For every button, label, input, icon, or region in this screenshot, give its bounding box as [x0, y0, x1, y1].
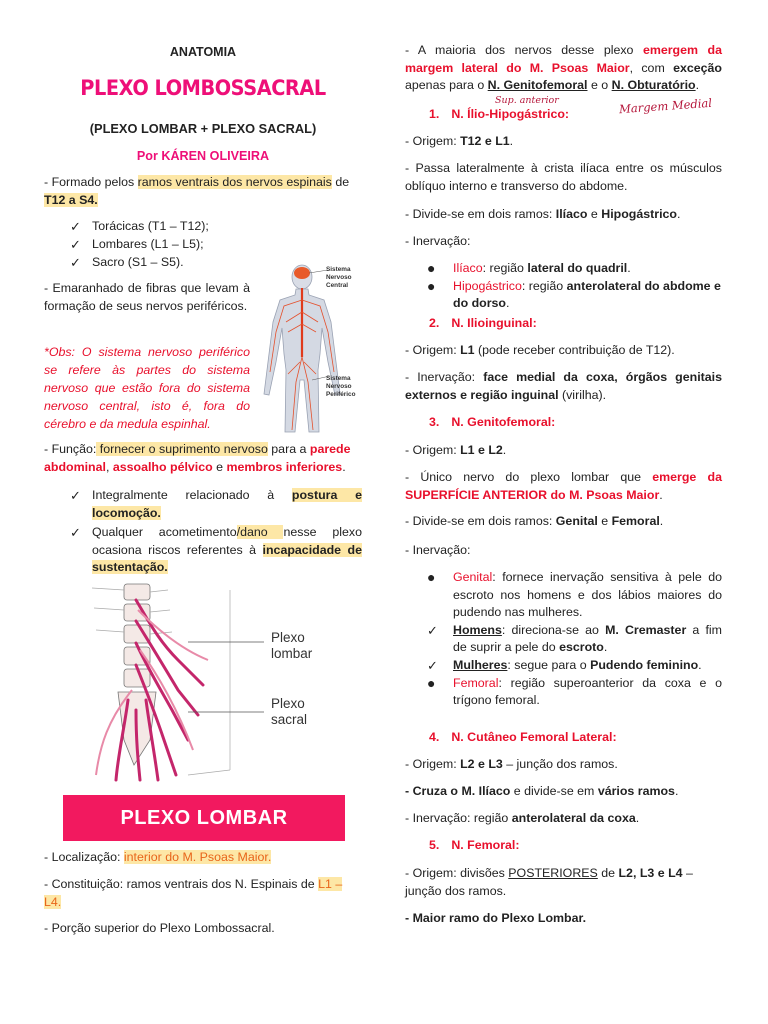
- bullet-icon: ●: [427, 260, 436, 276]
- list-item: ● Genital: fornece inervação sensitiva à pele do escroto nos homens e dos lábios maiores do pudendo nas mulheres.: [427, 569, 722, 620]
- plexo-lombar-banner: PLEXO LOMBAR: [63, 795, 345, 841]
- section-4-heading: 4. N. Cutâneo Femoral Lateral:: [429, 730, 617, 744]
- n4-innervation: - Inervação: região anterolateral da coxa.: [405, 811, 640, 825]
- list-item: ● Hipogástrico: região anterolateral do abdome e do dorso.: [427, 277, 721, 311]
- tangle-paragraph: - Emaranhado de fibras que levam à formação de seus nervos periféricos.: [44, 281, 250, 313]
- formed-range: T12 a S4.: [44, 192, 98, 207]
- list-item: ✓ Sacro (S1 – S5).: [70, 254, 260, 272]
- section-5-heading: 5. N. Femoral:: [429, 838, 520, 852]
- label-plexo-sacral: Plexo sacral: [271, 696, 308, 727]
- check-icon: ✓: [427, 622, 438, 638]
- subject-label: ANATOMIA: [169, 45, 237, 59]
- bullet-icon: ●: [427, 277, 436, 294]
- n1-innervation-label: - Inervação:: [405, 234, 471, 248]
- check-icon: ✓: [70, 525, 81, 541]
- n3-innervation-label: - Inervação:: [405, 543, 471, 557]
- n1-innervation-list: [427, 260, 722, 313]
- page-subtitle: (PLEXO LOMBAR + PLEXO SACRAL): [89, 121, 317, 136]
- lumbosacral-plexus-illustration: [88, 580, 318, 785]
- list-item: ● Femoral: região superoanterior da coxa e o trígono femoral.: [427, 674, 722, 708]
- function-paragraph: - Função: fornecer o suprimento nervoso para a parede abdominal, assoalho pélvico e membros inferiores.: [44, 442, 351, 474]
- vertebra-list: [70, 218, 260, 272]
- list-item: ✓ Lombares (L1 – L5);: [70, 236, 260, 254]
- n1-path: - Passa lateralmente à crista ilíaca entre os músculos oblíquo interno e transverso do abdome.: [405, 161, 722, 193]
- bullet-icon: ●: [427, 674, 436, 691]
- n2-innervation: - Inervação: face medial da coxa, órgãos genitais externos e região inguinal (virilha).: [405, 370, 722, 402]
- obs-note: *Obs: O sistema nervoso periférico se refere às partes do sistema nervoso que estão fora do sistema nervoso central, isto é, fora do cérebro e da medula espinhal.: [44, 345, 250, 431]
- n3-innervation-list: [427, 569, 722, 710]
- portion-paragraph: - Porção superior do Plexo Lombossacral.: [44, 921, 275, 935]
- list-item: ✓ Homens: direciona-se ao M. Cremaster a fim de suprir a pele do escroto.: [427, 622, 722, 655]
- n4-cross: - Cruza o M. Ilíaco e divide-se em vários ramos.: [405, 784, 679, 798]
- function-checks: [70, 487, 362, 577]
- list-item: ✓ Mulheres: segue para o Pudendo feminino.: [427, 657, 722, 675]
- n3-branches: - Divide-se em dois ramos: Genital e Femoral.: [405, 514, 664, 528]
- constitution-paragraph: - Constituição: ramos ventrais dos N. Espinais de L1 – L4.: [44, 877, 343, 909]
- handwritten-note-sup-anterior: Sup. anterior: [495, 95, 559, 106]
- n5-largest: - Maior ramo do Plexo Lombar.: [405, 911, 587, 925]
- label-central: Sistema Nervoso Central: [326, 266, 352, 289]
- nervous-system-figure: [256, 262, 366, 440]
- n3-unique: - Único nervo do plexo lombar que emerge da SUPERFÍCIE ANTERIOR do M. Psoas Maior.: [405, 470, 722, 502]
- location-paragraph: - Localização: interior do M. Psoas Maior.: [44, 850, 272, 864]
- n3-origin: - Origem: L1 e L2.: [405, 443, 507, 457]
- page-title: PLEXO LOMBOSSACRAL: [80, 76, 326, 100]
- n5-origin: - Origem: divisões POSTERIORES de L2, L3 e L4 – junção dos ramos.: [405, 866, 693, 898]
- check-icon: ✓: [70, 219, 81, 234]
- n2-origin: - Origem: L1 (pode receber contribuição de T12).: [405, 343, 675, 357]
- n1-origin: - Origem: T12 e L1.: [405, 134, 514, 148]
- n1-branches: - Divide-se em dois ramos: Ilíaco e Hipogástrico.: [405, 207, 681, 221]
- section-2-heading: 2. N. Ilioinguinal:: [429, 316, 537, 330]
- formed-paragraph: - Formado pelos ramos ventrais dos nervos espinais de T12 a S4.: [44, 175, 350, 207]
- plexus-figure: [88, 580, 318, 785]
- label-plexo-lombar: Plexo lombar: [271, 630, 313, 661]
- check-icon: ✓: [70, 237, 81, 252]
- n4-origin: - Origem: L2 e L3 – junção dos ramos.: [405, 757, 618, 771]
- check-icon: ✓: [70, 255, 81, 270]
- list-item: ● Ilíaco: região lateral do quadril.: [427, 260, 631, 276]
- list-item: ✓ Qualquer acometimento/dano nesse plexo ocasiona riscos referentes à incapacidade de sustentação.: [70, 525, 362, 575]
- formed-highlight: ramos ventrais dos nervos espinais: [137, 175, 332, 189]
- list-item: ✓ Integralmente relacionado à postura e locomoção.: [70, 488, 362, 520]
- list-item: ✓ Torácicas (T1 – T12);: [70, 218, 260, 236]
- intro-paragraph: - A maioria dos nervos desse plexo emergem da margem lateral do M. Psoas Maior, com exceção apenas para o N. Genitofemoral e o N. Obturatório.: [405, 43, 722, 93]
- check-icon: ✓: [427, 658, 438, 674]
- handwritten-note-margem-medial: Margem Medial: [618, 95, 713, 117]
- bullet-icon: ●: [427, 569, 436, 585]
- author: Por KÁREN OLIVEIRA: [136, 149, 270, 163]
- section-1-heading: 1. N. Ílio-Hipogástrico:: [429, 107, 570, 121]
- section-3-heading: 3. N. Genitofemoral:: [429, 415, 556, 429]
- check-icon: ✓: [70, 488, 81, 503]
- label-peripheral: Sistema Nervoso Periférico: [326, 375, 356, 398]
